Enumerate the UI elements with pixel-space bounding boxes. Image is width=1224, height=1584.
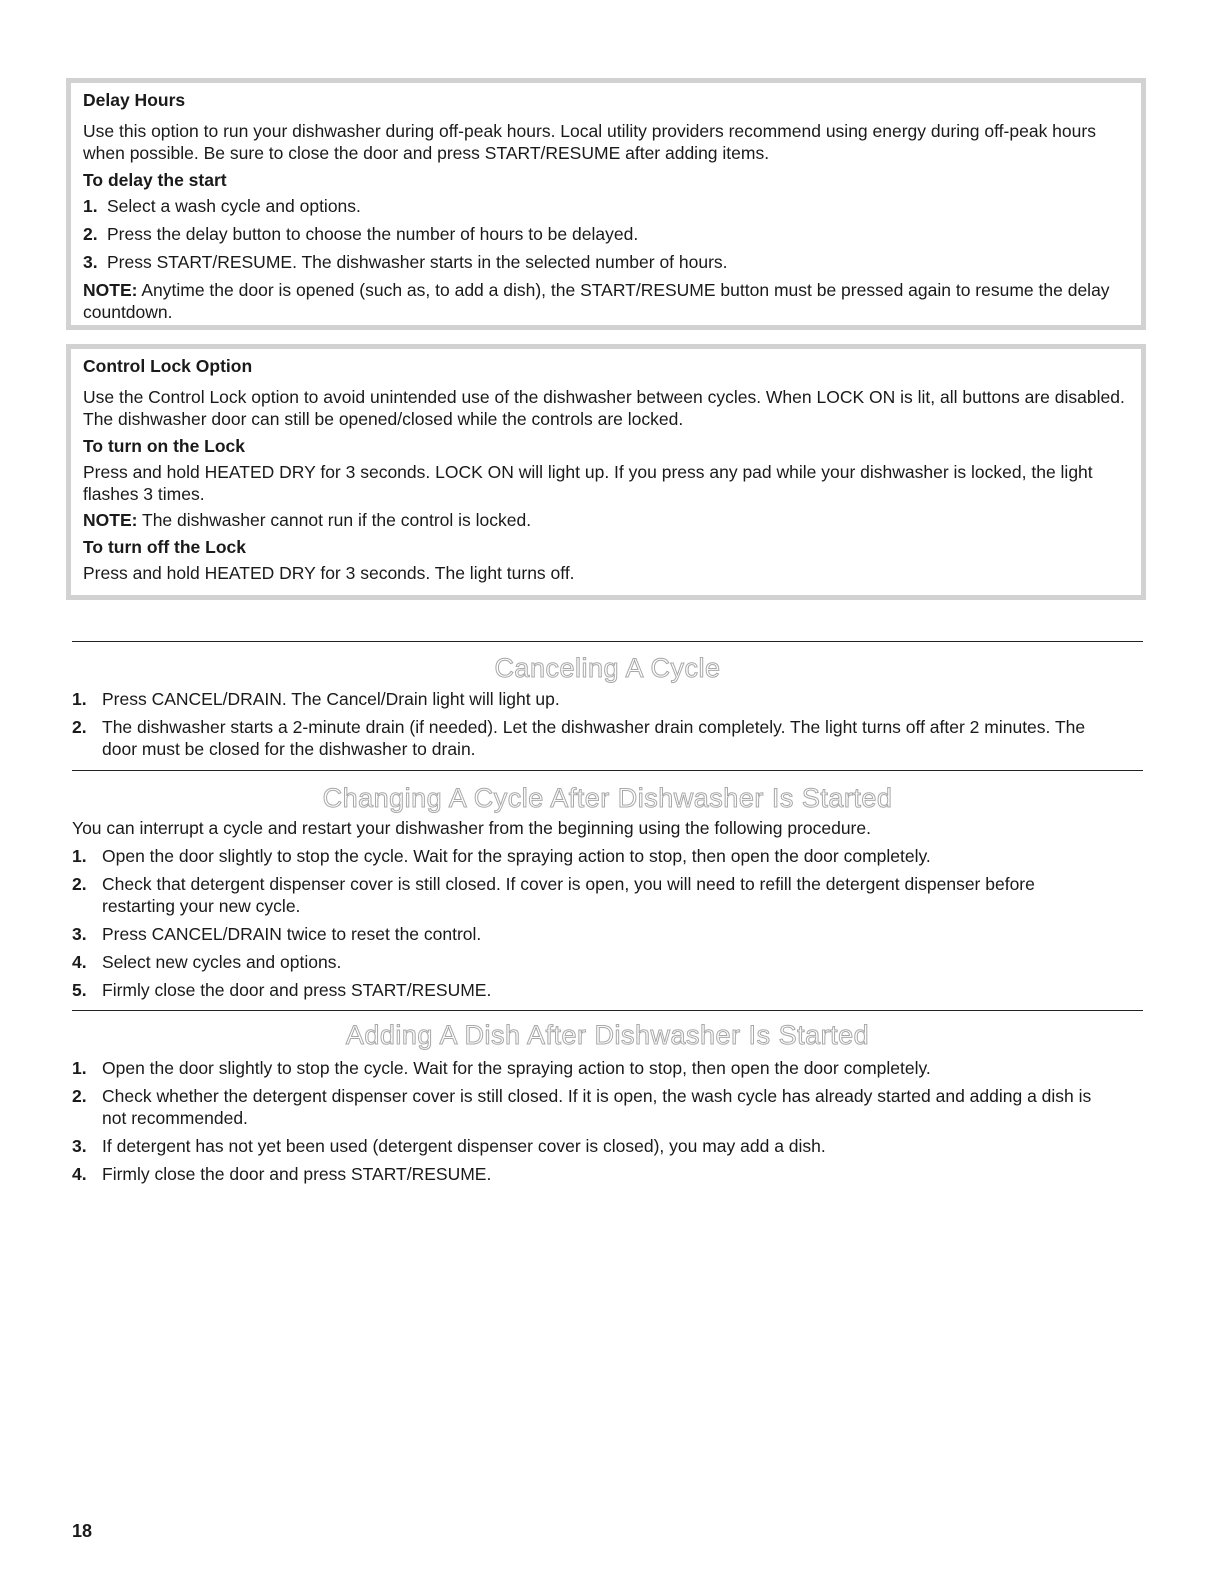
lock-note bbox=[83, 509, 1127, 531]
step-text: Check that detergent dispenser cover is still closed. If cover is open, you will need to refill the detergent dispenser before restarting your new cycle. bbox=[102, 874, 1035, 916]
adding-title: Adding A Dish After Dishwasher Is Started bbox=[345, 1020, 870, 1050]
step-text: Press START/RESUME. The dishwasher starts in the selected number of hours. bbox=[107, 252, 728, 272]
step-text: Check whether the detergent dispenser cover is still closed. If it is open, the wash cycle has already started and adding a dish is not recommended. bbox=[102, 1086, 1092, 1128]
delay-hours-intro: Use this option to run your dishwasher during off-peak hours. Local utility providers recommend using energy during off-peak hours when possible. Be sure to close the door and press START/RESUME after adding items. bbox=[83, 121, 1096, 163]
canceling-section bbox=[72, 688, 1112, 766]
list-item bbox=[83, 251, 1127, 273]
step-text: If detergent has not yet been used (detergent dispenser cover is closed), you may add a dish. bbox=[102, 1136, 826, 1156]
list-item bbox=[72, 716, 1112, 760]
list-item bbox=[72, 1135, 1112, 1157]
step-number: 3. bbox=[72, 924, 87, 944]
lock-on-text: Press and hold HEATED DRY for 3 seconds. LOCK ON will light up. If you press any pad while your dishwasher is locked, the light flashes 3 times. bbox=[83, 462, 1093, 504]
step-number: 1. bbox=[72, 689, 87, 709]
delay-hours-box bbox=[66, 78, 1146, 330]
lock-on-heading: To turn on the Lock bbox=[83, 436, 246, 456]
step-number: 2. bbox=[72, 717, 87, 737]
step-number: 2. bbox=[72, 874, 87, 894]
step-number: 4. bbox=[72, 952, 87, 972]
step-text: Firmly close the door and press START/RESUME. bbox=[102, 980, 492, 1000]
list-item bbox=[72, 923, 1112, 945]
delay-start-heading: To delay the start bbox=[83, 170, 227, 190]
list-item bbox=[72, 845, 1112, 867]
list-item bbox=[72, 1085, 1112, 1129]
step-text: Open the door slightly to stop the cycle. Wait for the spraying action to stop, then open the door completely. bbox=[102, 846, 931, 866]
changing-title: Changing A Cycle After Dishwasher Is Started bbox=[322, 783, 893, 813]
note-text: Anytime the door is opened (such as, to add a dish), the START/RESUME button must be pressed again to resume the delay countdown. bbox=[83, 280, 1110, 322]
changing-section bbox=[72, 817, 1112, 1007]
list-item bbox=[72, 873, 1112, 917]
step-number: 3. bbox=[72, 1136, 87, 1156]
lock-off-text: Press and hold HEATED DRY for 3 seconds. The light turns off. bbox=[83, 563, 575, 583]
note-text: The dishwasher cannot run if the control is locked. bbox=[137, 510, 532, 530]
note-label: NOTE: bbox=[83, 280, 138, 300]
control-lock-title: Control Lock Option bbox=[83, 356, 253, 376]
step-text: The dishwasher starts a 2-minute drain (if needed). Let the dishwasher drain completely. The light turns off after 2 minutes. The door must be closed for the dishwasher to drain. bbox=[102, 717, 1086, 759]
step-text: Press CANCEL/DRAIN. The Cancel/Drain light will light up. bbox=[102, 689, 560, 709]
step-number: 1. bbox=[72, 846, 87, 866]
list-item bbox=[72, 1057, 1112, 1079]
step-text: Press CANCEL/DRAIN twice to reset the control. bbox=[102, 924, 482, 944]
divider bbox=[72, 770, 1143, 771]
step-number: 2. bbox=[72, 1086, 87, 1106]
step-text: Select new cycles and options. bbox=[102, 952, 342, 972]
control-lock-intro: Use the Control Lock option to avoid unintended use of the dishwasher between cycles. When LOCK ON is lit, all buttons are disabled. The dishwasher door can still be opened/closed while the controls are locked. bbox=[83, 387, 1125, 429]
step-text: Firmly close the door and press START/RESUME. bbox=[102, 1164, 492, 1184]
canceling-title: Canceling A Cycle bbox=[494, 653, 721, 683]
step-number: 2. bbox=[83, 224, 98, 244]
step-text: Select a wash cycle and options. bbox=[107, 196, 361, 216]
step-text: Press the delay button to choose the number of hours to be delayed. bbox=[107, 224, 639, 244]
step-number: 3. bbox=[83, 252, 98, 272]
list-item bbox=[72, 688, 1112, 710]
divider bbox=[72, 641, 1143, 642]
delay-note bbox=[83, 279, 1127, 323]
delay-hours-title: Delay Hours bbox=[83, 90, 186, 110]
adding-section bbox=[72, 1057, 1112, 1191]
changing-intro: You can interrupt a cycle and restart your dishwasher from the beginning using the following procedure. bbox=[72, 818, 871, 838]
step-number: 1. bbox=[72, 1058, 87, 1078]
step-number: 4. bbox=[72, 1164, 87, 1184]
list-item bbox=[72, 1163, 1112, 1185]
lock-off-heading: To turn off the Lock bbox=[83, 537, 246, 557]
control-lock-box bbox=[66, 344, 1146, 600]
list-item bbox=[72, 951, 1112, 973]
divider bbox=[72, 1010, 1143, 1011]
step-number: 1. bbox=[83, 196, 98, 216]
page-number: 18 bbox=[72, 1521, 93, 1541]
step-number: 5. bbox=[72, 980, 87, 1000]
list-item bbox=[83, 223, 1127, 245]
step-text: Open the door slightly to stop the cycle. Wait for the spraying action to stop, then open the door completely. bbox=[102, 1058, 931, 1078]
note-label: NOTE: bbox=[83, 510, 138, 530]
list-item bbox=[72, 979, 1112, 1001]
list-item bbox=[83, 195, 1127, 217]
